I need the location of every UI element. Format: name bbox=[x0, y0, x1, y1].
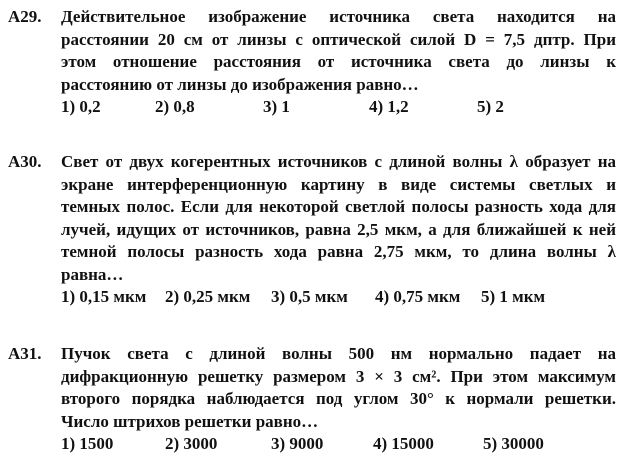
problem-line: Число штрихов решетки равно… bbox=[61, 411, 319, 431]
problem-line: лучей, идущих от источников, равна 2,5 мкм, а для ближайшей к ней bbox=[61, 219, 616, 239]
answer-option: 2) 3000 bbox=[165, 434, 218, 453]
problem-line: этом отношение расстояния от источника света до линзы к bbox=[61, 52, 616, 71]
problem-text bbox=[61, 343, 616, 433]
problem-a31 bbox=[8, 343, 616, 456]
problem-line: дифракционную решетку размером 3 × 3 см². При этом максимум bbox=[61, 366, 616, 386]
problem-line: Пучок света с длиной волны 500 нм нормально падает на bbox=[61, 344, 616, 363]
answer-option: 4) 0,75 мкм bbox=[375, 287, 461, 306]
problem-line: темных полос. Если для некоторой светлой полосы разность хода для bbox=[61, 197, 616, 216]
problem-line: расстоянию от линзы до изображения равно… bbox=[61, 74, 419, 94]
answer-option: 4) 1,2 bbox=[369, 97, 409, 116]
problem-text bbox=[61, 6, 616, 96]
answer-option: 1) 0,2 bbox=[61, 97, 101, 116]
answer-options bbox=[61, 433, 616, 456]
answer-option: 3) 0,5 мкм bbox=[271, 287, 348, 306]
problem-line: Свет от двух когерентных источников с длиной волны λ образует на bbox=[61, 152, 616, 171]
problem-a29 bbox=[8, 6, 616, 119]
answer-option: 5) 30000 bbox=[483, 434, 544, 453]
answer-option: 2) 0,8 bbox=[155, 97, 195, 116]
answer-options bbox=[61, 96, 616, 119]
problem-a30 bbox=[8, 151, 616, 309]
problem-line: Действительное изображение источника света находится на bbox=[61, 7, 616, 26]
problem-line: равна… bbox=[61, 264, 124, 284]
problem-text bbox=[61, 151, 616, 286]
problem-line: экране интерференционную картину в виде системы светлых и bbox=[61, 174, 616, 194]
answer-option: 3) 9000 bbox=[271, 434, 324, 453]
problem-line: второго порядка наблюдается под углом 30° к нормали решетки. bbox=[61, 389, 616, 408]
answer-option: 3) 1 bbox=[263, 97, 290, 116]
answer-option: 5) 2 bbox=[477, 97, 504, 116]
problem-line: темной полосы разность хода равна 2,75 мкм, то длина волны λ bbox=[61, 242, 616, 261]
answer-option: 5) 1 мкм bbox=[481, 287, 546, 306]
answer-options bbox=[61, 286, 616, 309]
answer-option: 2) 0,25 мкм bbox=[165, 287, 251, 306]
problem-number: A30. bbox=[8, 152, 42, 171]
answer-option: 1) 1500 bbox=[61, 434, 114, 453]
problem-line: расстоянии 20 см от линзы с оптической силой D = 7,5 дптр. При bbox=[61, 29, 616, 49]
problem-number: A29. bbox=[8, 7, 42, 26]
answer-option: 1) 0,15 мкм bbox=[61, 287, 147, 306]
answer-option: 4) 15000 bbox=[373, 434, 434, 453]
problem-number: A31. bbox=[8, 344, 42, 363]
